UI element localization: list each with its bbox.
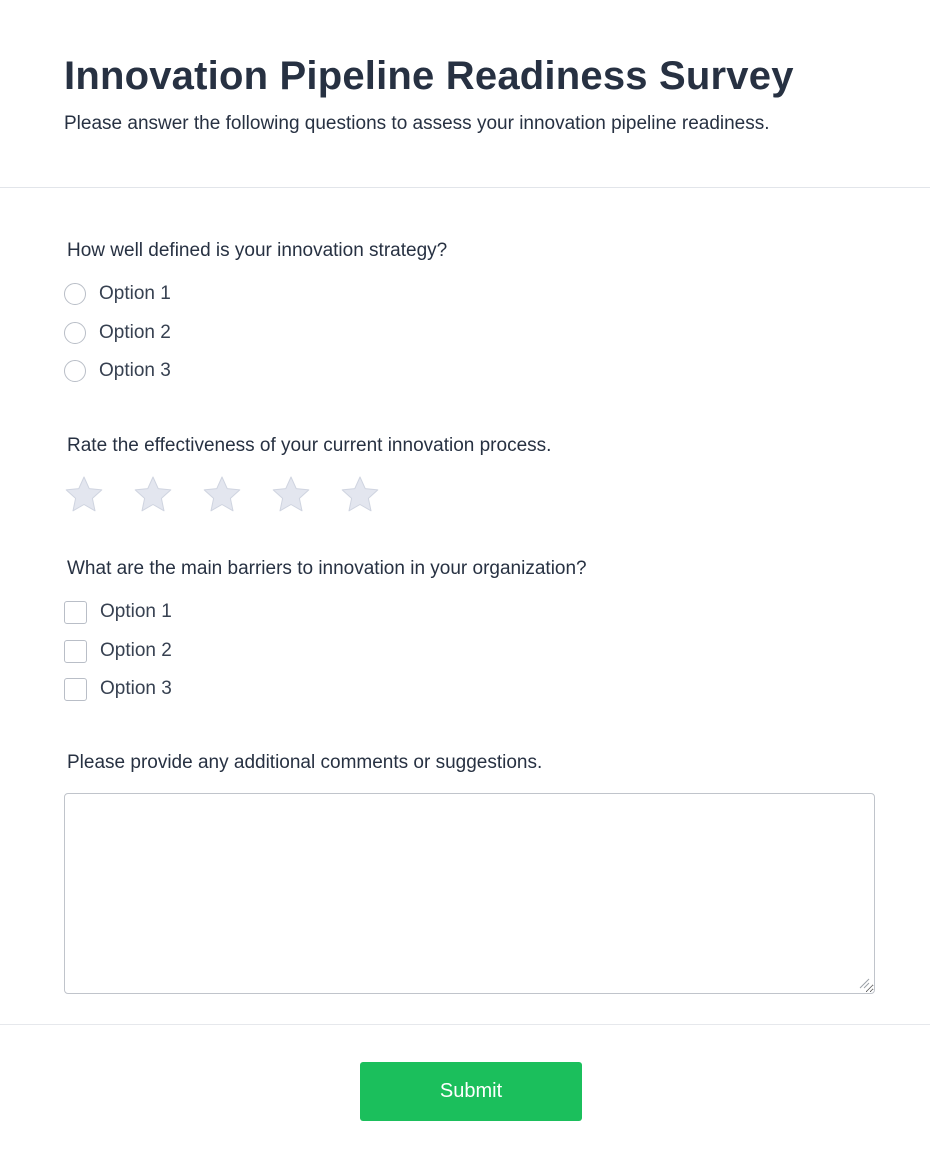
- q1-option-2-label: Option 2: [99, 322, 171, 343]
- star-2-icon[interactable]: [133, 474, 173, 514]
- star-5-icon[interactable]: [340, 474, 380, 514]
- q3-option-3-checkbox[interactable]: [64, 678, 87, 701]
- q1-option-3-label: Option 3: [99, 360, 171, 381]
- q3-option-3-label: Option 3: [100, 678, 172, 699]
- q1-option-2[interactable]: [64, 320, 171, 346]
- q1-option-1[interactable]: [64, 281, 171, 307]
- q1-option-2-radio[interactable]: [64, 322, 86, 344]
- q1-option-1-label: Option 1: [99, 283, 171, 304]
- resize-grip-icon[interactable]: [858, 977, 870, 989]
- q3-option-2-checkbox[interactable]: [64, 640, 87, 663]
- page-title: Innovation Pipeline Readiness Survey: [64, 54, 794, 98]
- question-1-label: How well defined is your innovation strategy?: [67, 240, 448, 261]
- q3-option-3[interactable]: [64, 676, 172, 702]
- q3-option-2-label: Option 2: [100, 640, 172, 661]
- q3-option-1[interactable]: [64, 599, 172, 625]
- star-4-icon[interactable]: [271, 474, 311, 514]
- q1-option-3[interactable]: [64, 358, 171, 384]
- q3-option-1-checkbox[interactable]: [64, 601, 87, 624]
- submit-button[interactable]: Submit: [360, 1062, 582, 1121]
- star-3-icon[interactable]: [202, 474, 242, 514]
- page-subtitle: Please answer the following questions to assess your innovation pipeline readiness.: [64, 113, 770, 134]
- star-1-icon[interactable]: [64, 474, 104, 514]
- question-3-label: What are the main barriers to innovation in your organization?: [67, 558, 587, 579]
- q1-option-3-radio[interactable]: [64, 360, 86, 382]
- q3-option-1-label: Option 1: [100, 601, 172, 622]
- survey-header: [0, 0, 930, 188]
- q1-option-1-radio[interactable]: [64, 283, 86, 305]
- footer-divider: [0, 1024, 930, 1025]
- comments-textarea[interactable]: [64, 793, 875, 994]
- question-2-label: Rate the effectiveness of your current innovation process.: [67, 435, 552, 456]
- q3-option-2[interactable]: [64, 638, 172, 664]
- question-4-label: Please provide any additional comments or suggestions.: [67, 752, 543, 773]
